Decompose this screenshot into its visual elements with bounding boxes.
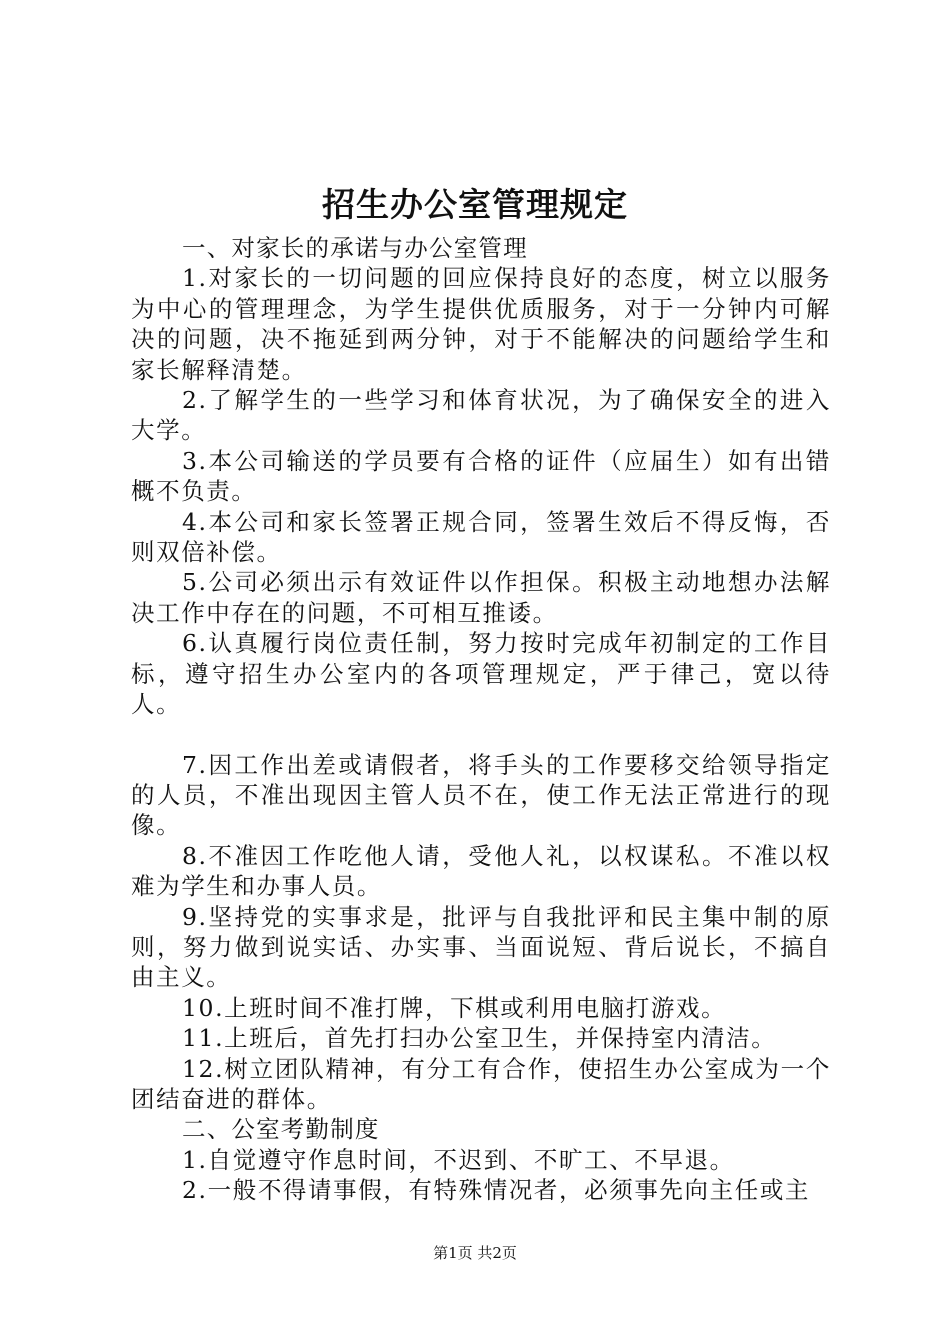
rule-paragraph-4: 4.本公司和家长签署正规合同，签署生效后不得反悔，否则双倍补偿。 — [131, 507, 831, 567]
page-footer: 第1页 共2页 — [433, 1244, 517, 1262]
rule-paragraph-3: 3.本公司输送的学员要有合格的证件（应届生）如有出错概不负责。 — [131, 446, 831, 506]
rule-paragraph-1: 1.对家长的一切问题的回应保持良好的态度，树立以服务为中心的管理理念，为学生提供优质服务，对于一分钟内可解决的问题，决不拖延到两分钟，对于不能解决的问题给学生和家长解释清楚。 — [131, 264, 831, 384]
attendance-paragraph-1: 1.自觉遵守作息时间，不迟到、不旷工、不早退。 — [182, 1145, 735, 1174]
rule-paragraph-2: 2.了解学生的一些学习和体育状况，为了确保安全的进入大学。 — [131, 386, 831, 445]
rule-paragraph-8: 8.不准因工作吃他人请，受他人礼，以权谋私。不准以权难为学生和办事人员。 — [131, 841, 831, 901]
rule-paragraph-9: 9.坚持党的实事求是，批评与自我批评和民主集中制的原则，努力做到说实话、办实事、当面说短、背后说长，不搞自由主义。 — [131, 902, 831, 992]
document-title: 招生办公室管理规定 — [322, 185, 628, 224]
attendance-paragraph-2: 2.一般不得请事假，有特殊情况者，必须事先向主任或主 — [182, 1176, 811, 1205]
section-heading-1: 一、对家长的承诺与办公室管理 — [182, 234, 528, 262]
document-body — [131, 233, 831, 1206]
rule-paragraph-7: 7.因工作出差或请假者，将手头的工作要移交给领导指定的人员，不准出现因主管人员不在，使工作无法正常进行的现像。 — [131, 750, 831, 840]
rule-paragraph-11: 11.上班后，首先打扫办公室卫生，并保持室内清洁。 — [182, 1024, 777, 1053]
rule-paragraph-12: 12.树立团队精神，有分工有合作，使招生办公室成为一个团结奋进的群体。 — [131, 1054, 831, 1113]
rule-paragraph-6: 6.认真履行岗位责任制，努力按时完成年初制定的工作目标，遵守招生办公室内的各项管理规定，严于律己，宽以待人。 — [131, 629, 831, 719]
rule-paragraph-5: 5.公司必须出示有效证件以作担保。积极主动地想办法解决工作中存在的问题，不可相互推诿。 — [131, 568, 831, 627]
section-heading-2: 二、公室考勤制度 — [182, 1115, 380, 1144]
rule-paragraph-10: 10.上班时间不准打牌，下棋或利用电脑打游戏。 — [182, 993, 727, 1022]
